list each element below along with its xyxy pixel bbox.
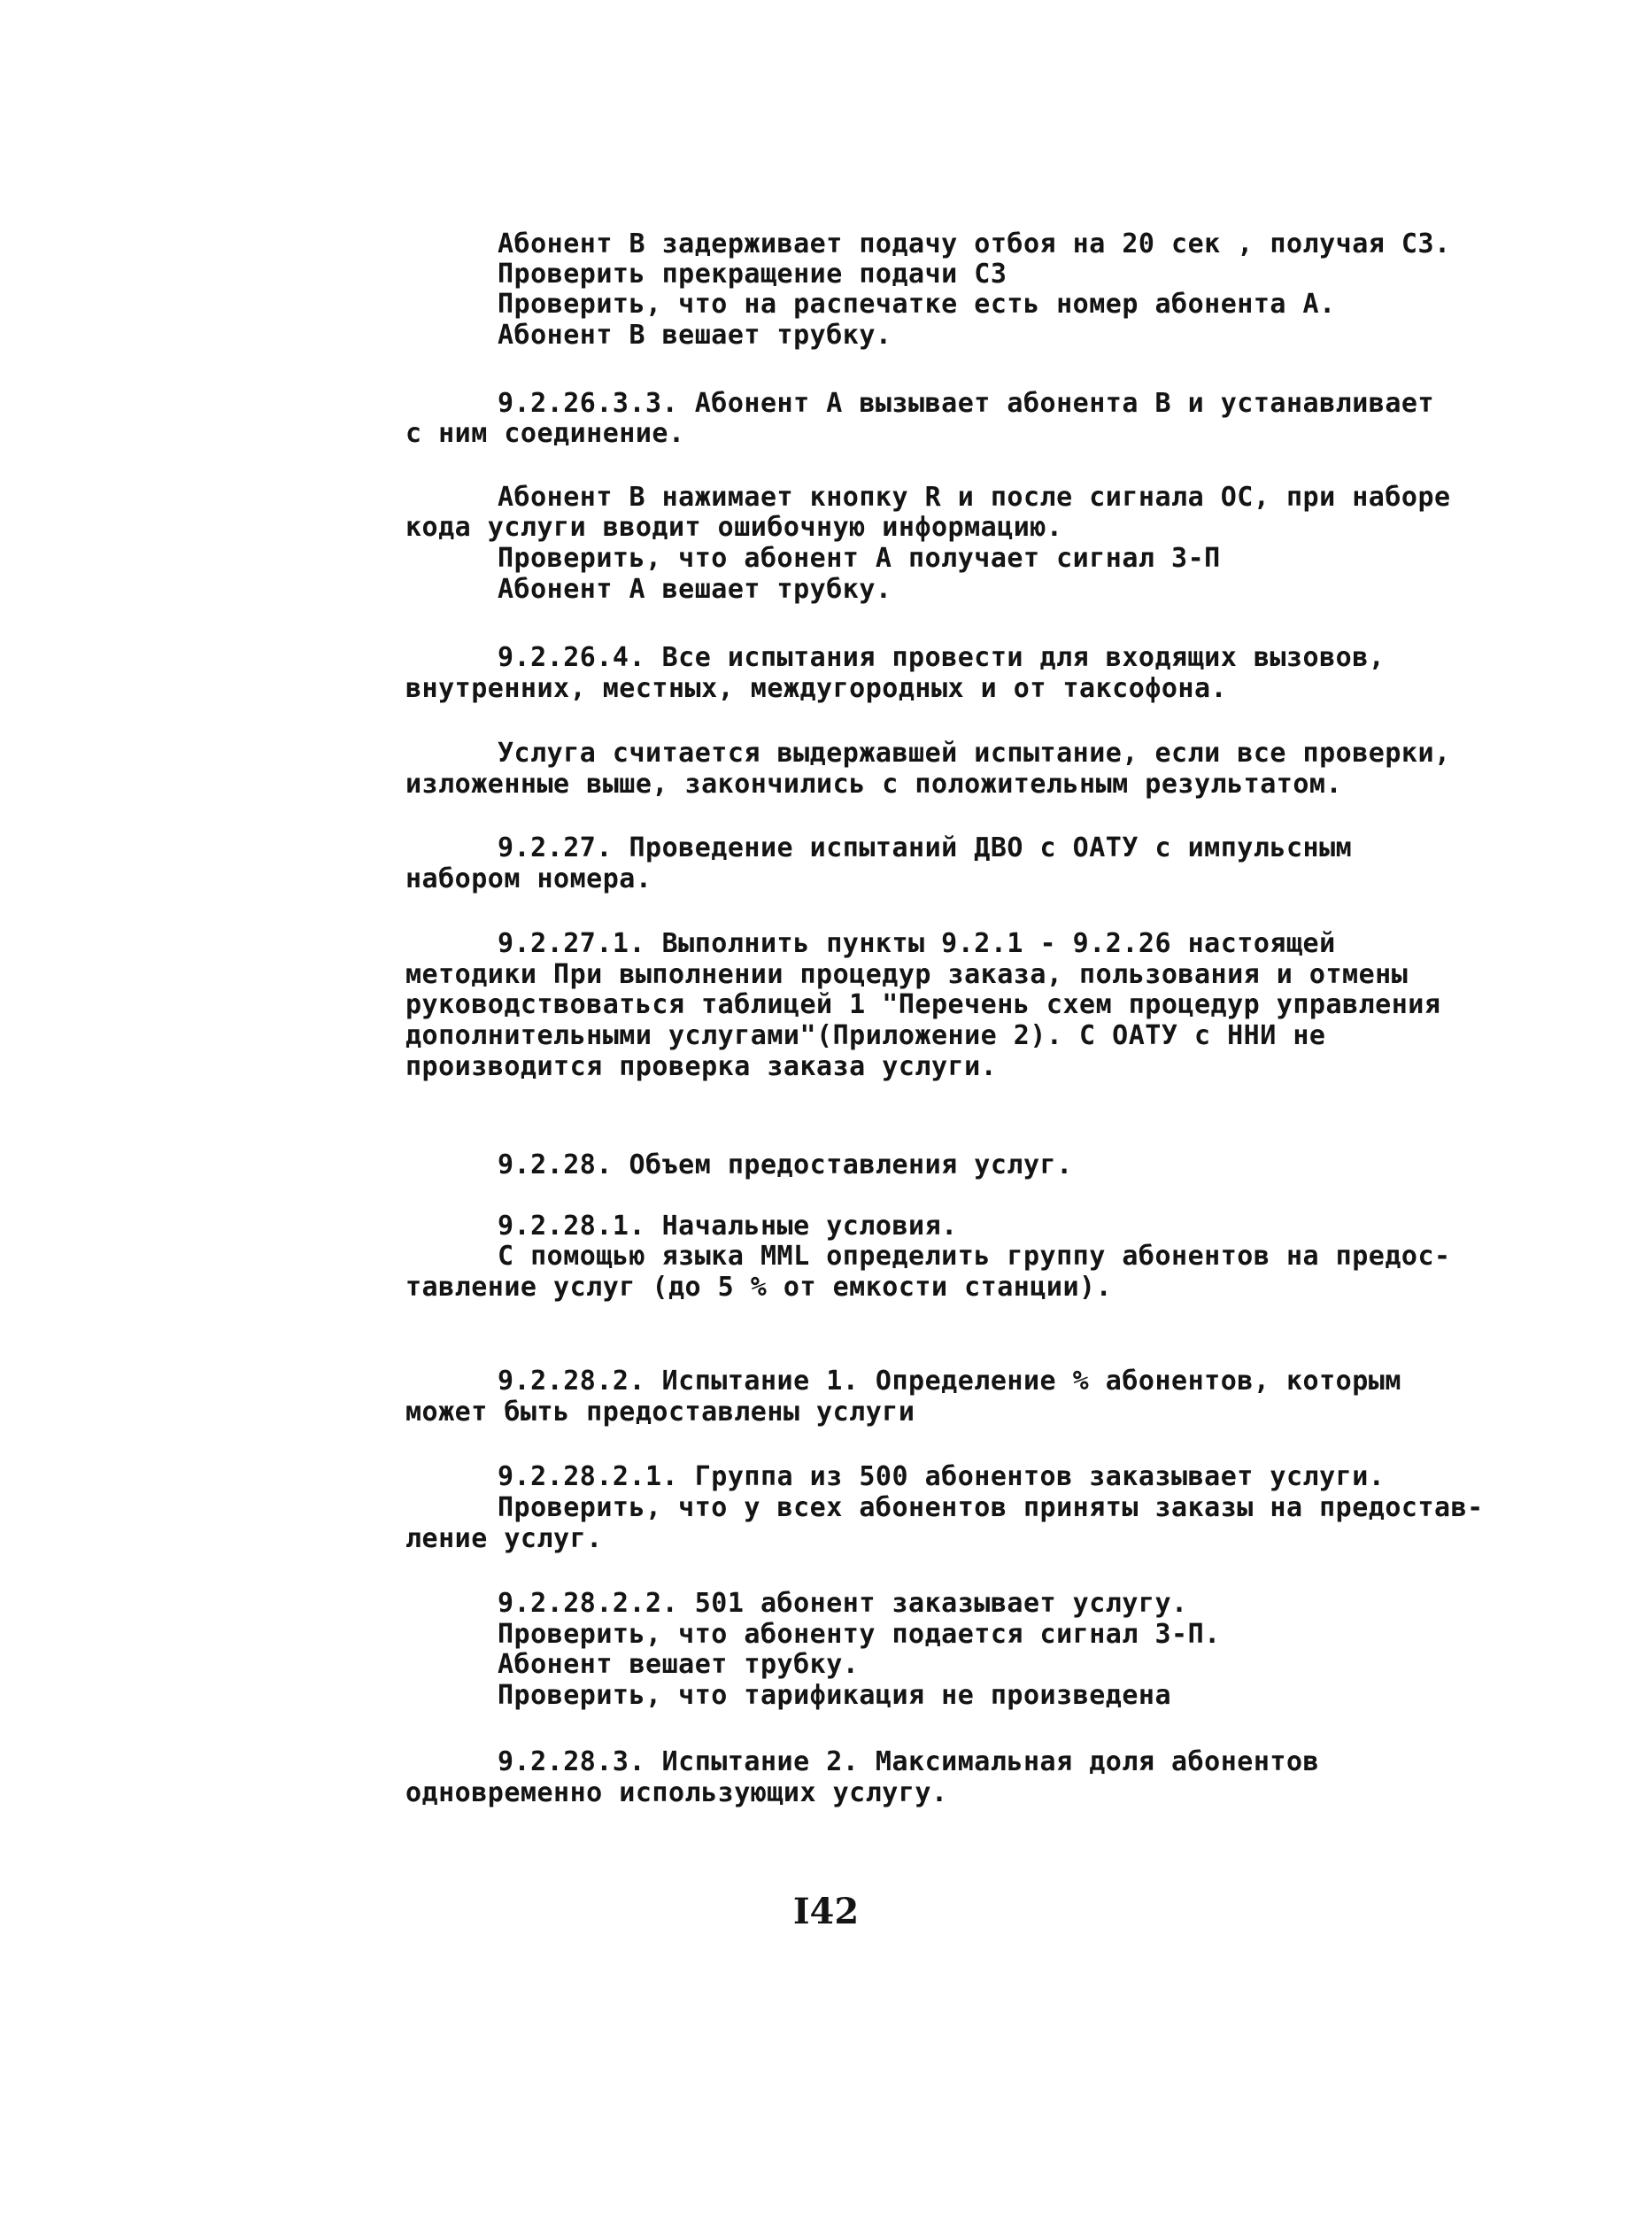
section-heading: 9.2.28. Объем предоставления услуг. bbox=[498, 1149, 1073, 1180]
text-line: 9.2.27. Проведение испытаний ДВО с ОАТУ с импульсным bbox=[498, 832, 1353, 863]
page-number: I42 bbox=[792, 1891, 860, 1932]
text-line: 9.2.28.2.2. 501 абонент заказывает услугу. bbox=[498, 1588, 1188, 1619]
text-line: Проверить, что абоненту подается сигнал 3-П. bbox=[498, 1619, 1221, 1650]
text-line: тавление услуг (до 5 % от емкости станции). bbox=[405, 1272, 1113, 1303]
text-line: Проверить, что тарификация не произведена bbox=[498, 1680, 1172, 1711]
text-line: Проверить прекращение подачи C3 bbox=[498, 259, 1007, 290]
text-line: 9.2.26.3.3. Абонент A вызывает абонента B и устанавливает bbox=[498, 388, 1435, 419]
text-line: 9.2.26.4. Все испытания провести для входящих вызовов, bbox=[498, 642, 1386, 673]
text-line: 9.2.28.3. Испытание 2. Максимальная доля абонентов bbox=[498, 1746, 1320, 1777]
text-line: 9.2.28.2. Испытание 1. Определение % абонентов, которым bbox=[498, 1366, 1401, 1397]
text-line: методики При выполнении процедур заказа, пользования и отмены bbox=[405, 959, 1409, 990]
text-line: 9.2.27.1. Выполнить пункты 9.2.1 - 9.2.26 настоящей bbox=[498, 928, 1336, 959]
text-line: Проверить, что абонент A получает сигнал 3-П bbox=[498, 543, 1221, 574]
text-line: одновременно использующих услугу. bbox=[405, 1777, 948, 1808]
text-line: дополнительными услугами"(Приложение 2). С ОАТУ с ННИ не bbox=[405, 1020, 1326, 1051]
text-line: руководствоваться таблицей 1 "Перечень схем процедур управления bbox=[405, 989, 1441, 1020]
text-line: Абонент B задерживает подачу отбоя на 20 сек , получая C3. bbox=[498, 228, 1451, 259]
text-line: Абонент B нажимает кнопку R и после сигнала ОС, при наборе bbox=[498, 482, 1451, 513]
text-line: 9.2.28.2.1. Группа из 500 абонентов заказывает услуги. bbox=[498, 1461, 1386, 1492]
text-line: набором номера. bbox=[405, 863, 652, 894]
text-line: изложенные выше, закончились с положительным результатом. bbox=[405, 769, 1343, 800]
text-line: Проверить, что у всех абонентов приняты заказы на предостав- bbox=[498, 1492, 1484, 1523]
text-line: с ним соединение. bbox=[405, 418, 685, 449]
text-line: ление услуг. bbox=[405, 1523, 603, 1554]
text-line: Услуга считается выдержавшей испытание, если все проверки, bbox=[498, 738, 1451, 769]
text-line: 9.2.28.1. Начальные условия. bbox=[498, 1211, 958, 1242]
text-line: внутренних, местных, междугородных и от таксофона. bbox=[405, 673, 1228, 704]
text-line: Абонент A вешает трубку. bbox=[498, 574, 892, 605]
text-line: производится проверка заказа услуги. bbox=[405, 1051, 998, 1082]
text-line: Абонент вешает трубку. bbox=[498, 1649, 860, 1680]
text-line: Проверить, что на распечатке есть номер абонента A. bbox=[498, 289, 1336, 320]
text-line: может быть предоставлены услуги bbox=[405, 1397, 915, 1428]
text-line: С помощью языка MML определить группу абонентов на предос- bbox=[498, 1241, 1451, 1272]
text-line: кода услуги вводит ошибочную информацию. bbox=[405, 512, 1063, 543]
text-line: Абонент B вешает трубку. bbox=[498, 320, 892, 351]
